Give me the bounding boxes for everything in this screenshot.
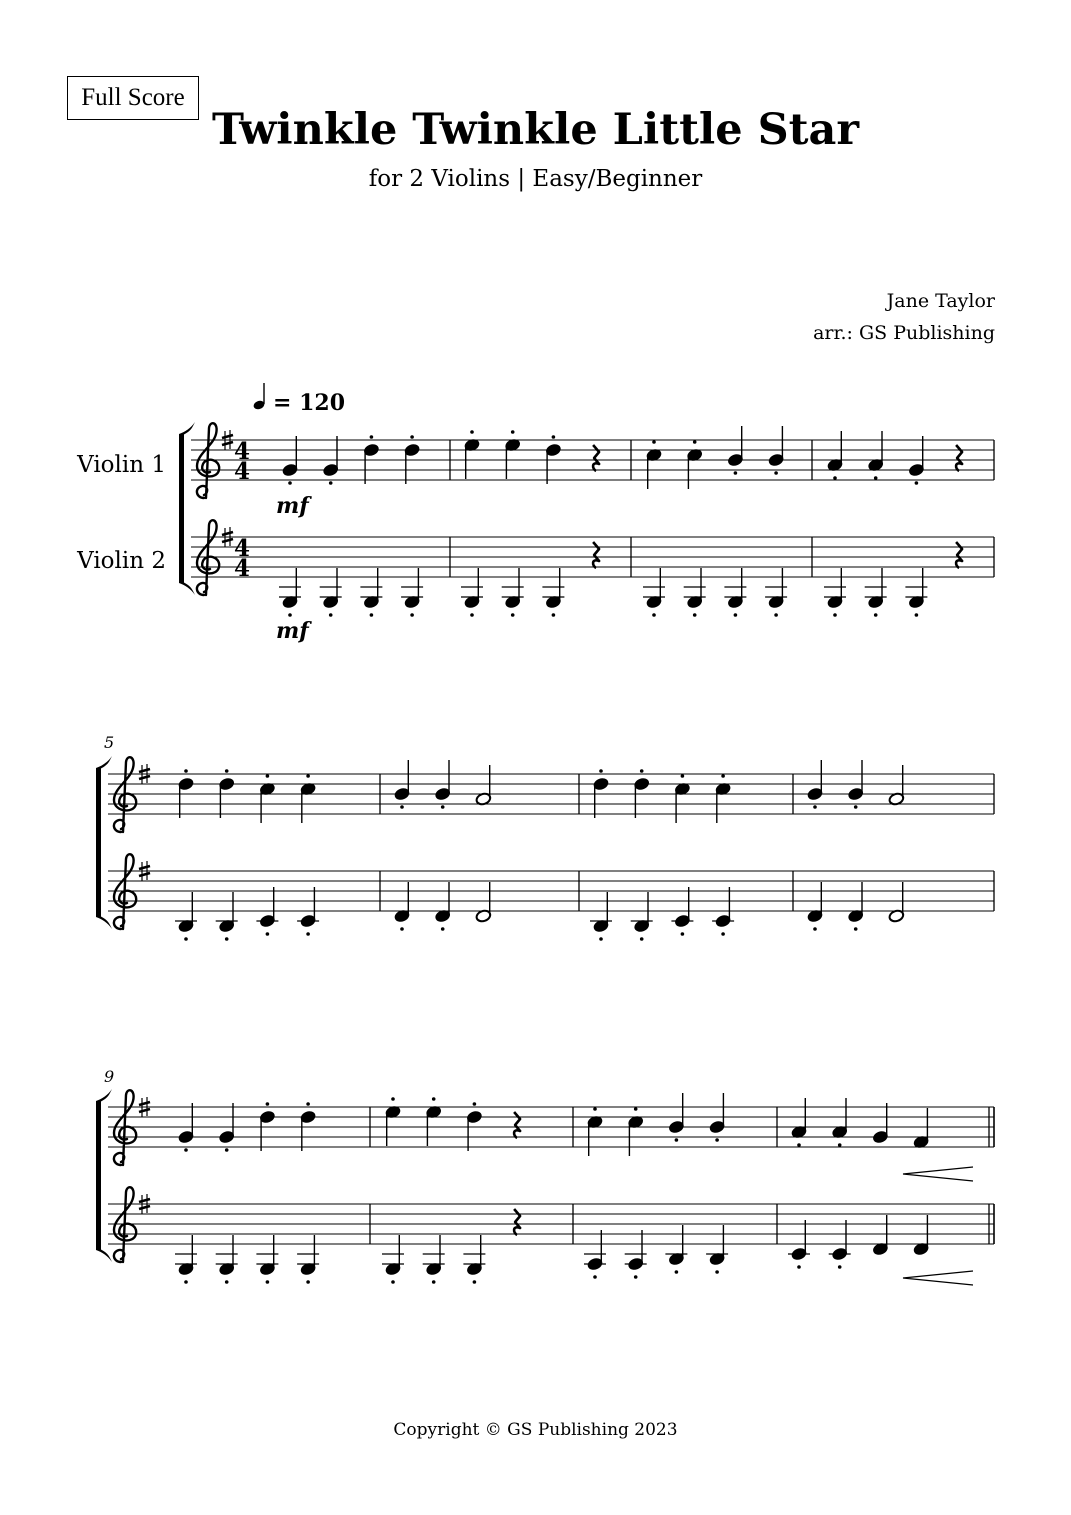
staccato-dot bbox=[593, 1107, 597, 1111]
staccato-dot bbox=[470, 613, 474, 617]
staccato-dot bbox=[306, 932, 310, 936]
staccato-dot bbox=[854, 805, 858, 809]
quarter-rest-icon bbox=[514, 1209, 520, 1235]
note bbox=[865, 568, 887, 617]
note bbox=[587, 1107, 604, 1156]
note bbox=[631, 892, 653, 941]
staccato-dot bbox=[833, 476, 837, 480]
part-name-violin-2: Violin 2 bbox=[77, 548, 166, 574]
system-bracket bbox=[96, 768, 101, 917]
staccato-dot bbox=[874, 613, 878, 617]
treble-clef-icon bbox=[197, 520, 219, 595]
note bbox=[216, 1235, 238, 1284]
staccato-dot bbox=[225, 1280, 229, 1284]
note bbox=[360, 568, 382, 617]
staccato-dot bbox=[734, 613, 738, 617]
staccato-dot bbox=[693, 613, 697, 617]
staccato-dot bbox=[410, 435, 414, 439]
staccato-dot bbox=[225, 1148, 229, 1152]
staccato-dot bbox=[288, 481, 292, 485]
staccato-dot bbox=[473, 1102, 477, 1106]
quarter-rest-icon bbox=[593, 542, 599, 568]
staccato-dot bbox=[470, 430, 474, 434]
staccato-dot bbox=[473, 1280, 477, 1284]
note bbox=[385, 1097, 402, 1146]
note bbox=[665, 1225, 687, 1274]
bracket-top bbox=[179, 422, 195, 437]
staccato-dot bbox=[838, 1265, 842, 1269]
note bbox=[872, 1215, 889, 1256]
score-title: Twinkle Twinkle Little Star bbox=[211, 105, 860, 155]
note bbox=[646, 440, 663, 489]
tempo-marking bbox=[252, 383, 345, 416]
staccato-dot bbox=[306, 1102, 310, 1106]
staccato-dot bbox=[441, 805, 445, 809]
note bbox=[175, 1235, 197, 1284]
staccato-dot bbox=[813, 805, 817, 809]
crescendo-hairpin bbox=[903, 1271, 973, 1285]
staccato-dot bbox=[774, 471, 778, 475]
staccato-dot bbox=[813, 927, 817, 931]
staff-violin1 bbox=[108, 757, 994, 832]
staccato-dot bbox=[634, 1275, 638, 1279]
bracket-top bbox=[96, 756, 112, 771]
note bbox=[423, 1235, 445, 1284]
note bbox=[464, 430, 481, 479]
note bbox=[872, 1103, 889, 1144]
score-system bbox=[179, 422, 994, 644]
note bbox=[475, 882, 492, 923]
staccato-dot bbox=[715, 1138, 719, 1142]
note bbox=[913, 1215, 930, 1256]
staccato-dot bbox=[184, 1148, 188, 1152]
staccato-dot bbox=[400, 927, 404, 931]
note bbox=[590, 892, 612, 941]
staccato-dot bbox=[693, 440, 697, 444]
system-bracket bbox=[96, 1101, 101, 1250]
staff-violin2 bbox=[191, 520, 994, 644]
staccato-dot bbox=[329, 481, 333, 485]
composer-credit: Jane Taylor bbox=[886, 290, 995, 312]
staccato-dot bbox=[721, 774, 725, 778]
note bbox=[300, 774, 317, 823]
staccato-dot bbox=[599, 769, 603, 773]
quarter-rest-icon bbox=[514, 1112, 520, 1138]
staccato-dot bbox=[552, 435, 556, 439]
treble-clef-icon bbox=[114, 1090, 136, 1165]
note bbox=[502, 568, 524, 617]
staccato-dot bbox=[838, 1143, 842, 1147]
staccato-dot bbox=[854, 927, 858, 931]
staccato-dot bbox=[634, 1107, 638, 1111]
staccato-dot bbox=[511, 613, 515, 617]
note bbox=[297, 1235, 319, 1284]
note bbox=[463, 1235, 485, 1284]
staccato-dot bbox=[640, 769, 644, 773]
staccato-dot bbox=[797, 1143, 801, 1147]
quarter-rest-icon bbox=[593, 445, 599, 471]
staccato-dot bbox=[774, 613, 778, 617]
note bbox=[382, 1235, 404, 1284]
note bbox=[584, 1230, 606, 1279]
bracket-bottom bbox=[179, 580, 195, 595]
score-subtitle: for 2 Violins | Easy/Beginner bbox=[368, 166, 703, 192]
treble-clef-icon bbox=[114, 757, 136, 832]
score-system bbox=[96, 1067, 994, 1285]
staccato-dot bbox=[915, 613, 919, 617]
staccato-dot bbox=[593, 1275, 597, 1279]
staccato-dot bbox=[184, 1280, 188, 1284]
note bbox=[827, 431, 844, 480]
staccato-dot bbox=[721, 932, 725, 936]
note bbox=[791, 1098, 808, 1147]
bracket-top bbox=[96, 1089, 112, 1104]
note bbox=[765, 568, 787, 617]
staccato-dot bbox=[552, 613, 556, 617]
note bbox=[643, 568, 665, 617]
staccato-dot bbox=[432, 1097, 436, 1101]
note bbox=[824, 568, 846, 617]
note bbox=[686, 440, 703, 489]
staff-violin2 bbox=[108, 854, 994, 941]
note bbox=[401, 568, 423, 617]
staccato-dot bbox=[370, 435, 374, 439]
staccato-dot bbox=[675, 1270, 679, 1274]
staccato-dot bbox=[266, 932, 270, 936]
note bbox=[542, 568, 564, 617]
staccato-dot bbox=[441, 927, 445, 931]
tempo-text: = 120 bbox=[273, 390, 346, 416]
staccato-dot bbox=[288, 613, 292, 617]
staccato-dot bbox=[675, 1138, 679, 1142]
staccato-dot bbox=[511, 430, 515, 434]
note bbox=[807, 882, 824, 931]
staccato-dot bbox=[681, 774, 685, 778]
dynamic-mf: mf bbox=[276, 493, 309, 519]
treble-clef-icon bbox=[114, 854, 136, 929]
staccato-dot bbox=[184, 769, 188, 773]
staff-violin1 bbox=[108, 1090, 994, 1181]
note bbox=[888, 882, 905, 923]
full-score-badge: Full Score bbox=[67, 76, 199, 120]
note bbox=[847, 882, 864, 931]
note bbox=[674, 774, 691, 823]
arranger-credit: arr.: GS Publishing bbox=[813, 322, 995, 344]
staccato-dot bbox=[432, 1280, 436, 1284]
staccato-dot bbox=[874, 476, 878, 480]
staccato-dot bbox=[599, 937, 603, 941]
note bbox=[627, 1107, 644, 1156]
staccato-dot bbox=[652, 613, 656, 617]
note bbox=[888, 765, 905, 806]
copyright-notice: Copyright © GS Publishing 2023 bbox=[393, 1420, 678, 1440]
note bbox=[216, 892, 238, 941]
staccato-dot bbox=[266, 774, 270, 778]
note bbox=[175, 892, 197, 941]
staccato-dot bbox=[391, 1097, 395, 1101]
staccato-dot bbox=[370, 613, 374, 617]
staccato-dot bbox=[225, 937, 229, 941]
staccato-dot bbox=[266, 1102, 270, 1106]
staccato-dot bbox=[681, 932, 685, 936]
treble-clef-icon bbox=[197, 423, 219, 498]
staccato-dot bbox=[640, 937, 644, 941]
measure-number: 5 bbox=[104, 733, 115, 752]
score-system bbox=[96, 733, 994, 941]
note bbox=[256, 1235, 278, 1284]
staccato-dot bbox=[915, 481, 919, 485]
note bbox=[913, 1108, 930, 1149]
staccato-dot bbox=[400, 805, 404, 809]
treble-clef-icon bbox=[114, 1187, 136, 1262]
staccato-dot bbox=[833, 613, 837, 617]
bracket-bottom bbox=[96, 914, 112, 929]
bracket-bottom bbox=[96, 1247, 112, 1262]
note bbox=[684, 568, 706, 617]
note bbox=[279, 568, 301, 617]
note bbox=[715, 774, 732, 823]
time-signature-bottom: 4 bbox=[234, 458, 251, 485]
staccato-dot bbox=[306, 1280, 310, 1284]
note bbox=[394, 882, 411, 931]
note bbox=[724, 568, 746, 617]
staccato-dot bbox=[329, 613, 333, 617]
staccato-dot bbox=[266, 1280, 270, 1284]
staccato-dot bbox=[652, 440, 656, 444]
staccato-dot bbox=[797, 1265, 801, 1269]
dynamic-mf: mf bbox=[276, 618, 309, 644]
time-signature-bottom: 4 bbox=[234, 555, 251, 582]
note bbox=[434, 882, 451, 931]
quarter-rest-icon bbox=[956, 542, 962, 568]
staccato-dot bbox=[225, 769, 229, 773]
crescendo-hairpin bbox=[903, 1167, 973, 1181]
note bbox=[461, 568, 483, 617]
staccato-dot bbox=[184, 937, 188, 941]
measure-number: 9 bbox=[104, 1067, 115, 1086]
staff-violin2 bbox=[108, 1187, 994, 1285]
note bbox=[320, 568, 342, 617]
note bbox=[475, 765, 492, 806]
note bbox=[625, 1230, 647, 1279]
quarter-rest-icon bbox=[956, 445, 962, 471]
note bbox=[259, 774, 276, 823]
staff-violin1 bbox=[191, 423, 994, 519]
staccato-dot bbox=[306, 774, 310, 778]
staccato-dot bbox=[410, 613, 414, 617]
note bbox=[425, 1097, 442, 1146]
system-bracket bbox=[179, 434, 184, 583]
staccato-dot bbox=[715, 1270, 719, 1274]
note bbox=[905, 568, 927, 617]
time-signature-top: 4 bbox=[234, 438, 251, 465]
note bbox=[504, 430, 521, 479]
part-name-violin-1: Violin 1 bbox=[77, 452, 166, 478]
note bbox=[831, 1098, 848, 1147]
note bbox=[867, 431, 884, 480]
time-signature-top: 4 bbox=[234, 535, 251, 562]
note bbox=[706, 1225, 728, 1274]
staccato-dot bbox=[391, 1280, 395, 1284]
staccato-dot bbox=[734, 471, 738, 475]
